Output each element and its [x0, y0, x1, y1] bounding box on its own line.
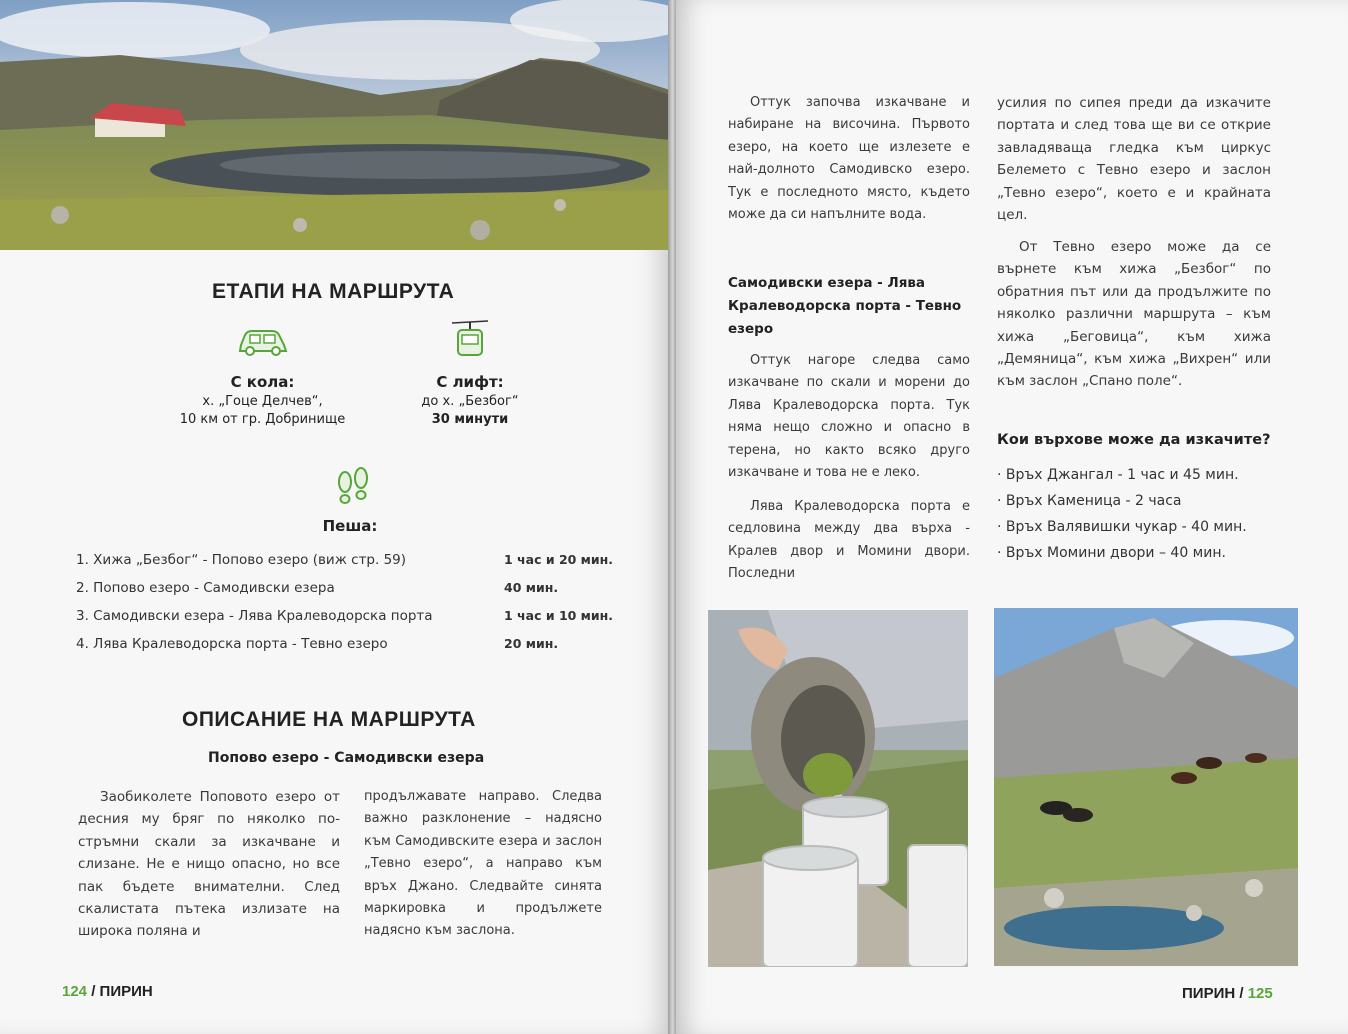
by-car-line2: 10 км от гр. Добринище — [179, 412, 346, 427]
stage-name: 1. Хижа „Безбог“ - Попово езеро (виж стр. 59) — [76, 552, 407, 568]
folio-separator: / — [87, 983, 100, 1000]
stage-name: 4. Лява Кралеводорска порта - Тевно езеро — [76, 636, 388, 652]
subsection-paragraph-1: Оттук нагоре следва само изкачване по скали и морени до Лява Кралеводорска порта. Тук няма нещо сложно и опасно в терена, но както всяко друго изкачване и това не е леко. — [728, 353, 970, 481]
footprints-icon — [333, 466, 373, 510]
peak-item: · Връх Каменица - 2 часа — [997, 493, 1182, 509]
page-number: 124 — [62, 983, 88, 1000]
subsection-title: Самодивски езера - Лява Кралеводорска порта - Тевно езеро — [728, 275, 962, 337]
cable-car-icon — [450, 318, 490, 362]
section-sidebar — [1292, 95, 1322, 365]
car-icon — [236, 325, 290, 361]
pouring-water-photo — [708, 610, 968, 967]
description-column-1: Заобиколете Поповото езеро от десния му бряг по няколко по-стръмни скали за изкачване и слизане. Не е нищо опасно, но все пак бъдете внимателни. След скалистата пътека излизате на широка поляна и — [78, 789, 340, 940]
stage-row — [76, 632, 616, 660]
by-car-title: С кола: — [230, 373, 295, 391]
stage-name: 2. Попово езеро - Самодивски езера — [76, 580, 335, 596]
by-lift-line1: до х. „Безбог“ — [421, 394, 519, 409]
stage-row — [76, 576, 616, 604]
page-number: 125 — [1247, 985, 1273, 1002]
stages-list — [76, 548, 616, 660]
description-subtitle: Попово езеро - Самодивски езера — [208, 750, 485, 766]
by-car-line1: х. „Гоце Делчев“, — [202, 394, 323, 409]
description-title: ОПИСАНИЕ НА МАРШРУТА — [182, 708, 476, 731]
stage-name: 3. Самодивски езера - Лява Кралеводорска порта — [76, 608, 433, 624]
stage-time: 40 мин. — [504, 580, 559, 595]
peaks-title: Кои върхове може да изкачите? — [997, 432, 1271, 448]
on-foot-title: Пеша: — [322, 517, 378, 535]
by-lift-title: С лифт: — [436, 373, 504, 391]
column-2-paragraph-2: От Тевно езеро може да се върнете към хижа „Безбог“ по обратния път или да продължите по няколко различни маршрута – към хижа „Беговица“, към хижа „Демяница“, към хижа „Вихрен“ или към заслон „Спано поле“. — [997, 239, 1271, 390]
stages-title: ЕТАПИ НА МАРШРУТА — [212, 280, 455, 303]
by-lift-line2: 30 минути — [431, 412, 509, 427]
left-folio — [62, 983, 153, 1000]
right-folio — [1182, 985, 1273, 1002]
by-lift-info — [400, 373, 540, 429]
stage-time: 20 мин. — [504, 636, 559, 651]
on-foot-label — [300, 517, 400, 537]
column-2-paragraph-1: усилия по сипея преди да изкачите портата и след това ще ви се открие завладяваща гледка към циркус Белемето с Тевно езеро и заслон „Тевно езеро“, което е и крайната цел. — [997, 95, 1271, 224]
folio-title: ПИРИН — [1182, 985, 1236, 1002]
stage-time: 1 час и 20 мин. — [504, 552, 614, 567]
lake-hut-photo — [0, 0, 670, 250]
intro-column-1: Оттук започва изкачване и набиране на височина. Първото езеро, на което ще излезете е най-долното Самодивско езеро. Тук е последното място, където може да си напълните вода. — [728, 95, 970, 223]
peak-item: · Връх Джангал - 1 час и 45 мин. — [997, 467, 1239, 483]
stage-row — [76, 604, 616, 632]
peak-item: · Връх Момини двори – 40 мин. — [997, 545, 1226, 561]
peak-item: · Връх Валявишки чукар - 40 мин. — [997, 519, 1247, 535]
sidebar-accent — [1314, 327, 1348, 343]
peaks-list-body — [997, 462, 1247, 566]
stage-time: 1 час и 10 мин. — [504, 608, 614, 623]
description-column-2: продължавате направо. Следва важно разклонение – надясно към Самодивските езера и заслон „Тевно езеро“, а направо към връх Джано. Следвайте синята маркировка и продължете надясно към заслона. — [364, 789, 602, 939]
horses-mountain-photo — [994, 608, 1298, 966]
subsection-paragraph-2: Лява Кралеводорска порта е седловина между два върха - Кралев двор и Момини двори. Последни — [728, 499, 970, 582]
folio-title: ПИРИН — [99, 983, 153, 1000]
left-page — [0, 0, 670, 1034]
stage-row — [76, 548, 616, 576]
by-car-info — [150, 373, 375, 429]
folio-separator: / — [1235, 985, 1248, 1002]
